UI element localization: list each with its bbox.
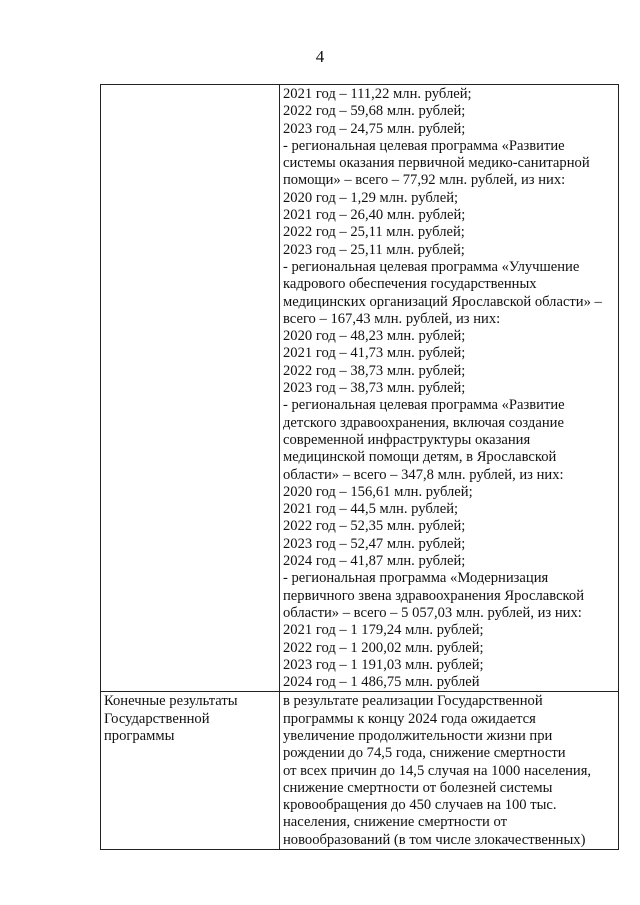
text-line: системы оказания первичной медико-санитарной xyxy=(283,155,590,172)
text-line: снижение смертности от болезней системы xyxy=(283,779,553,796)
text-line: 2021 год – 111,22 млн. рублей; xyxy=(283,86,472,102)
row-label-line: Конечные результаты xyxy=(104,693,238,710)
text-line: увеличение продолжительности жизни при xyxy=(283,727,553,744)
text-line: 2024 год – 41,87 млн. рублей; xyxy=(283,553,466,570)
text-line: области» – всего – 347,8 млн. рублей, из них: xyxy=(283,466,564,483)
text-line: 2022 год – 52,35 млн. рублей; xyxy=(283,518,466,535)
row-label-line: программы xyxy=(104,727,175,744)
text-line: 2020 год – 1,29 млн. рублей; xyxy=(283,189,459,206)
text-line: 2022 год – 25,11 млн. рублей; xyxy=(283,224,465,241)
results-label-cell xyxy=(101,692,280,850)
text-line: современной инфраструктуры оказания xyxy=(283,431,531,448)
text-line: 2020 год – 48,23 млн. рублей; xyxy=(283,328,466,345)
funding-label-cell xyxy=(101,85,280,692)
text-line: рождении до 74,5 года, снижение смертности xyxy=(283,745,566,762)
table-row-results xyxy=(101,692,619,850)
text-line: 2022 год – 1 200,02 млн. рублей; xyxy=(283,639,484,656)
text-line: 2022 год – 59,68 млн. рублей; xyxy=(283,103,466,120)
text-line: от всех причин до 14,5 случая на 1000 населения, xyxy=(283,762,592,779)
funding-text-cell xyxy=(280,85,619,692)
passport-table xyxy=(100,84,619,850)
text-line: новообразований (в том числе злокачественных) xyxy=(283,831,586,848)
text-line: всего – 167,43 млн. рублей, из них: xyxy=(283,310,501,327)
text-line: 2023 год – 25,11 млн. рублей; xyxy=(283,241,465,258)
text-line: медицинских организаций Ярославской области» – xyxy=(283,293,602,310)
text-line: 2023 год – 38,73 млн. рублей; xyxy=(283,380,466,397)
text-line: - региональная программа «Модернизация xyxy=(283,570,549,587)
text-line: 2021 год – 41,73 млн. рублей; xyxy=(283,345,466,362)
text-line: - региональная целевая программа «Улучшение xyxy=(283,258,580,275)
text-line: медицинской помощи детям, в Ярославской xyxy=(283,449,557,466)
text-line: - региональная целевая программа «Развитие xyxy=(283,397,565,414)
text-line: 2022 год – 38,73 млн. рублей; xyxy=(283,362,466,379)
text-line: 2024 год – 1 486,75 млн. рублей xyxy=(283,674,480,691)
text-line: области» – всего – 5 057,03 млн. рублей, из них: xyxy=(283,604,582,621)
table-row-funding xyxy=(101,85,619,692)
text-line: в результате реализации Государственной xyxy=(283,693,543,710)
text-line: кадрового обеспечения государственных xyxy=(283,276,537,293)
text-line: программы к концу 2024 года ожидается xyxy=(283,710,536,727)
text-line: 2023 год – 52,47 млн. рублей; xyxy=(283,535,466,552)
text-line: 2021 год – 26,40 млн. рублей; xyxy=(283,207,466,224)
text-line: - региональная целевая программа «Развитие xyxy=(283,137,565,154)
text-line: населения, снижение смертности от xyxy=(283,814,507,831)
text-line: 2020 год – 156,61 млн. рублей; xyxy=(283,483,473,500)
text-line: 2021 год – 1 179,24 млн. рублей; xyxy=(283,622,484,639)
text-line: 2021 год – 44,5 млн. рублей; xyxy=(283,501,459,518)
text-line: детского здравоохранения, включая создание xyxy=(283,414,564,431)
row-label-line: Государственной xyxy=(104,710,210,727)
page-number: 4 xyxy=(315,47,325,66)
text-line: кровообращения до 450 случаев на 100 тыс. xyxy=(283,797,557,814)
text-line: помощи» – всего – 77,92 млн. рублей, из них: xyxy=(283,172,566,189)
results-text-cell xyxy=(280,692,619,850)
text-line: первичного звена здравоохранения Ярославской xyxy=(283,587,585,604)
text-line: 2023 год – 1 191,03 млн. рублей; xyxy=(283,656,484,673)
text-line: 2023 год – 24,75 млн. рублей; xyxy=(283,120,466,137)
